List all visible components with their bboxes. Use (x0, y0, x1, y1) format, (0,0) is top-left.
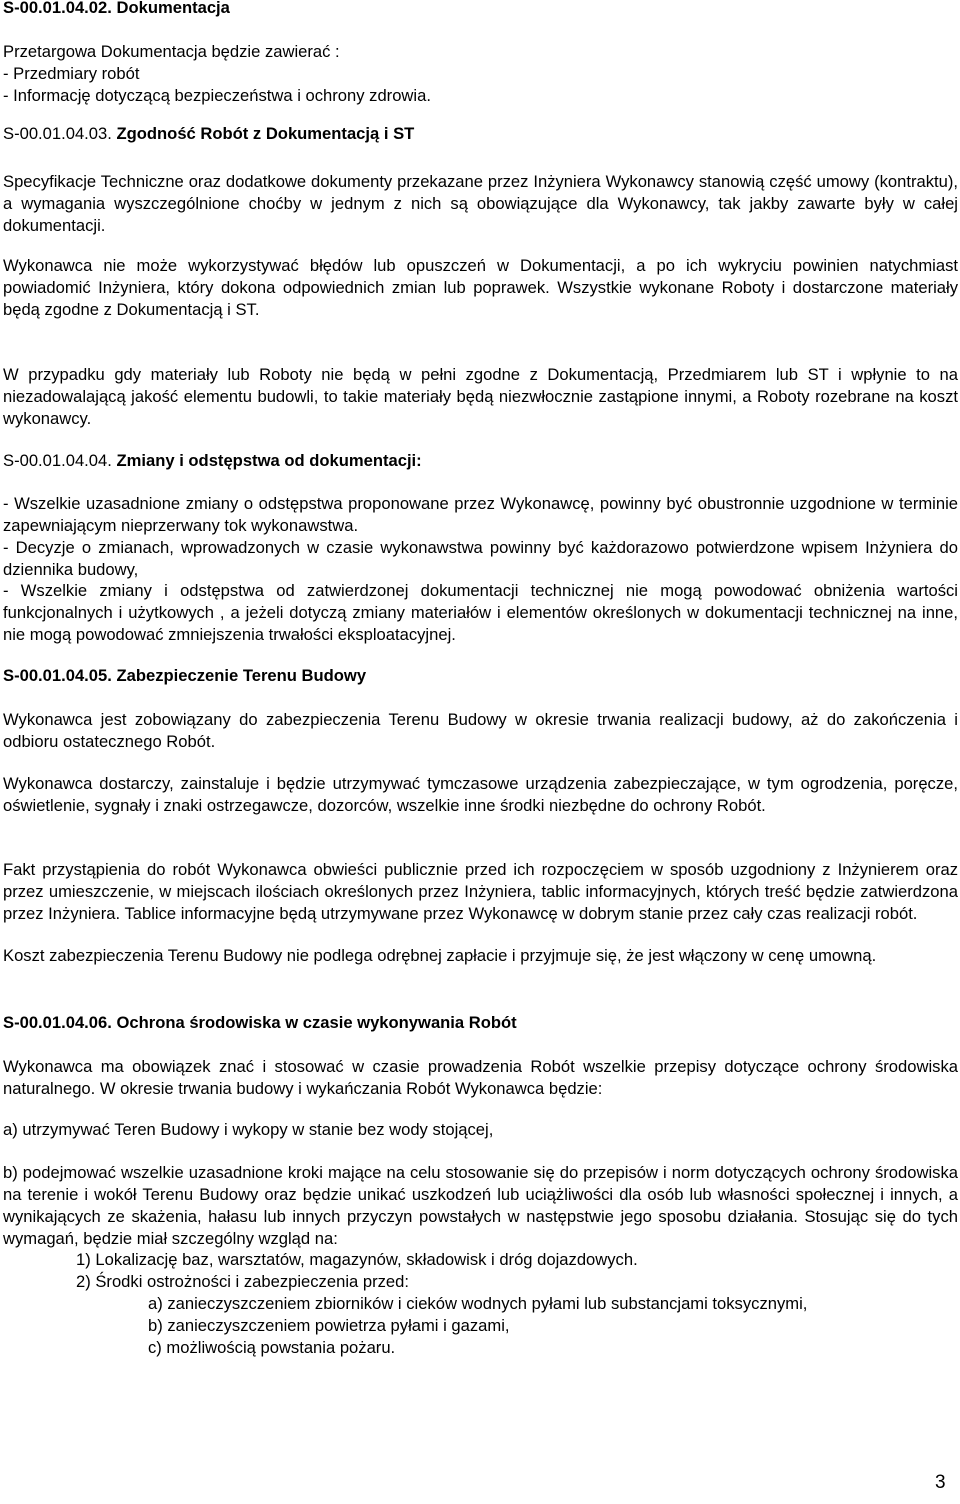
sec0402-item-1: - Przedmiary robót (3, 63, 140, 83)
sec0406-sub-item-c: c) możliwością powstania pożaru. (148, 1338, 396, 1357)
sec0404-paragraph-1: - Wszelkie uzasadnione zmiany o odstępstwa proponowane przez Wykonawcę, powinny być obustronnie uzgodnione w terminie zapewniającym nieprzerwany tok wykonawstwa. (3, 494, 958, 535)
sec0406-item-a: a) utrzymywać Teren Budowy i wykopy w stanie bez wody stojącej, (3, 1120, 494, 1139)
sec0406-paragraph-1: Wykonawca ma obowiązek znać i stosować w czasie prowadzenia Robót wszelkie przepisy dotyczące ochrony środowiska naturalnego. W okresie trwania budowy i wykańczania Robót Wykonawca będzie: (3, 1057, 958, 1098)
sec0406-list-item-1: 1) Lokalizację baz, warsztatów, magazynów, składowisk i dróg dojazdowych. (76, 1250, 638, 1269)
sec0403-paragraph-1: Specyfikacje Techniczne oraz dodatkowe dokumenty przekazane przez Inżyniera Wykonawcy stanowią część umowy (kontraktu), a wymagania wyszczególnione choćby w jednym z nich są obowiązujące dla Wykonawcy, tak jakby zawarte były w całej dokumentacji. (3, 172, 958, 235)
sec0406-sub-item-a: a) zanieczyszczeniem zbiorników i cieków wodnych pyłami lub substancjami toksycznymi, (148, 1294, 808, 1313)
section-title: Zmiany i odstępstwa od dokumentacji: (116, 451, 422, 470)
sec0405-paragraph-3: Fakt przystąpienia do robót Wykonawca obwieści publicznie przed ich rozpoczęciem w sposób uzgodniony z Inżynierem oraz przez umieszczenie, w miejscach ilościach określonych przez Inżyniera, tablic informacyjnych, których treść będzie zatwierdzona przez Inżyniera. Tablice informacyjne będą utrzymywane przez Wykonawcę w dobrym stanie przez cały czas realizacji robót. (3, 860, 958, 923)
page-number: 3 (935, 1472, 946, 1493)
sec0406-sub-item-b: b) zanieczyszczeniem powietrza pyłami i gazami, (148, 1316, 510, 1335)
section-heading-0403 (3, 123, 958, 145)
sec0403-paragraph-3: W przypadku gdy materiały lub Roboty nie będą w pełni zgodne z Dokumentacją, Przedmiarem lub ST i wpłynie to na niezadowalającą jakość elementu budowli, to takie materiały będą niezwłocznie zastąpione innymi, a Roboty rozebrane na koszt wykonawcy. (3, 365, 958, 428)
section-heading-0402: S-00.01.04.02. Dokumentacja (3, 0, 230, 17)
section-heading-0404 (3, 450, 958, 472)
section-heading-0405: S-00.01.04.05. Zabezpieczenie Terenu Budowy (3, 666, 367, 685)
sec0405-paragraph-4: Koszt zabezpieczenia Terenu Budowy nie podlega odrębnej zapłacie i przyjmuje się, że jest włączony w cenę umowną. (3, 946, 877, 965)
sec0403-paragraph-2: Wykonawca nie może wykorzystywać błędów lub opuszczeń w Dokumentacji, a po ich wykryciu powinien natychmiast powiadomić Inżyniera, który dokona odpowiednich zmian lub poprawek. Wszystkie wykonane Roboty i dostarczone materiały będą zgodne z Dokumentacją i ST. (3, 256, 958, 319)
sec0404-paragraph-3: - Wszelkie zmiany i odstępstwa od zatwierdzonej dokumentacji technicznej nie mogą powodować obniżenia wartości funkcjonalnych i użytkowych , a jeżeli dotyczą zmiany materiałów i elementów określonych w dokumentacji technicznej na inne, nie mogą powodować zmniejszenia trwałości eksploatacyjnej. (3, 581, 958, 644)
sec0405-paragraph-1: Wykonawca jest zobowiązany do zabezpieczenia Terenu Budowy w okresie trwania realizacji budowy, aż do zakończenia i odbioru ostatecznego Robót. (3, 710, 958, 751)
sec0406-item-b: b) podejmować wszelkie uzasadnione kroki mające na celu stosowanie się do przepisów i norm dotyczących ochrony środowiska na terenie i wokół Terenu Budowy oraz będzie unikać uszkodzeń lub uciążliwości dla osób lub własności społecznej i innych, a wynikających ze skażenia, hałasu lub innych przyczyn powstałych w następstwie jego sposobu działania. Stosując się do tych wymagań, będzie miał szczególny wzgląd na: (3, 1163, 958, 1248)
sec0402-intro-text: Przetargowa Dokumentacja będzie zawierać : (3, 42, 340, 61)
section-number: S-00.01.04.04. (3, 451, 112, 470)
sec0402-item-2: - Informację dotyczącą bezpieczeństwa i ochrony zdrowia. (3, 85, 431, 105)
sec0405-paragraph-2: Wykonawca dostarczy, zainstaluje i będzie utrzymywać tymczasowe urządzenia zabezpieczające, w tym ogrodzenia, poręcze, oświetlenie, sygnały i znaki ostrzegawcze, dozorców, wszelkie inne środki niezbędne do ochrony Robót. (3, 774, 958, 815)
sec0406-list-item-2: 2) Środki ostrożności i zabezpieczenia przed: (76, 1272, 409, 1291)
section-heading-0406: S-00.01.04.06. Ochrona środowiska w czasie wykonywania Robót (3, 1013, 517, 1032)
section-number: S-00.01.04.03. (3, 124, 112, 143)
sec0402-intro (3, 41, 958, 107)
sec0404-paragraph-2: - Decyzje o zmianach, wprowadzonych w czasie wykonawstwa powinny być każdorazowo potwierdzone wpisem Inżyniera do dziennika budowy, (3, 538, 958, 579)
section-title: Zgodność Robót z Dokumentacją i ST (116, 124, 415, 143)
